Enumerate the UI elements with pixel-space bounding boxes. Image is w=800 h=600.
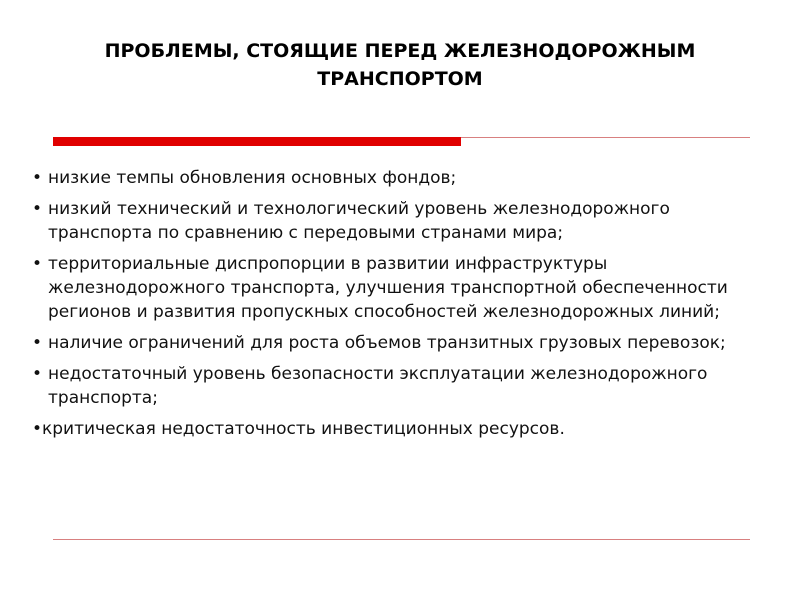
list-item [32, 362, 772, 410]
problems-list [32, 166, 772, 448]
accent-rule-thick [53, 137, 461, 146]
list-item-text: наличие ограничений для роста объемов транзитных грузовых перевозок; [48, 333, 726, 353]
bullet-icon: • [32, 419, 43, 439]
list-item [32, 252, 772, 324]
bullet-icon: • [32, 168, 43, 188]
list-item-text: критическая недостаточность инвестиционных ресурсов. [42, 419, 565, 439]
list-item [32, 417, 772, 441]
bullet-icon: • [32, 199, 43, 219]
accent-rule-thin [461, 137, 750, 138]
list-item [32, 331, 772, 355]
list-item-text: недостаточный уровень безопасности эксплуатации железнодорожного транспорта; [48, 364, 708, 408]
list-item-text: низкие темпы обновления основных фондов; [48, 168, 457, 188]
bullet-icon: • [32, 364, 43, 384]
list-item-text: территориальные диспропорции в развитии инфраструктуры железнодорожного транспорта, улучшения транспортной обеспеченности регионов и развития пропускных способностей железнодорожных линий; [48, 254, 728, 322]
bullet-icon: • [32, 333, 43, 353]
slide-title-line-2: ТРАНСПОРТОМ [317, 68, 483, 90]
list-item [32, 197, 772, 245]
slide-title-line-1: ПРОБЛЕМЫ, СТОЯЩИЕ ПЕРЕД ЖЕЛЕЗНОДОРОЖНЫМ [104, 40, 696, 62]
bottom-rule [53, 539, 750, 540]
list-item [32, 166, 772, 190]
list-item-text: низкий технический и технологический уровень железнодорожного транспорта по сравнению с передовыми странами мира; [48, 199, 670, 243]
slide-title [0, 37, 800, 93]
bullet-icon: • [32, 254, 43, 274]
